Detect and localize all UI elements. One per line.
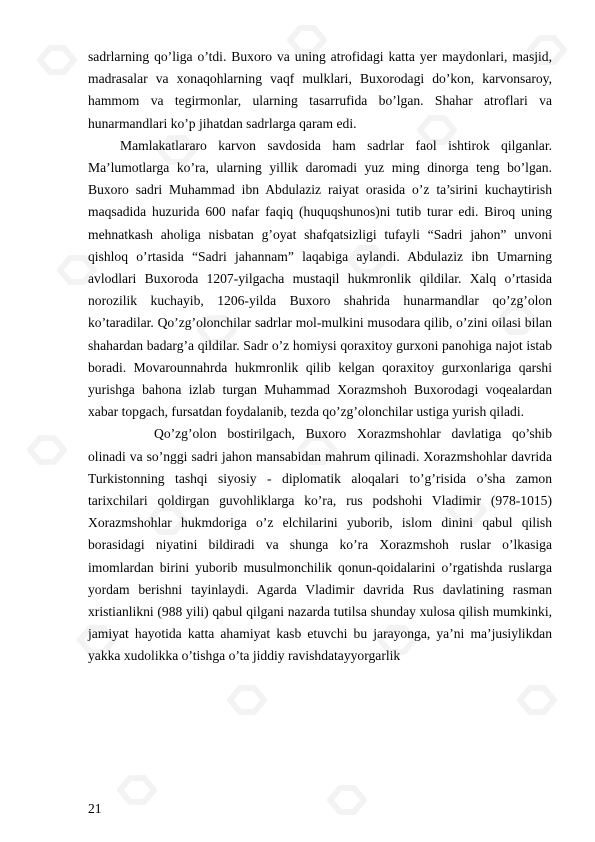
paragraph-3: Qo’zg’olon bostirilgach, Buxoro Xorazmshohlar davlatiga qo’shib olinadi va so’nggi sadri jahon mansabidan mahrum qilinadi. Xorazmshohlar davrida Turkistonning tashqi siyosiy - diplomatik aloqalari to’g’risida o’sha zamon tarixchilari qoldirgan guvohliklarga ko’ra, rus podshohi Vladimir (978-1015) Xorazmshohlar hukmdoriga o’z elchilarini yuborib, islom dinini qabul qilish borasidagi niyatini bildiradi va shunga ko’ra Xorazmshoh ruslar o’lkasiga imomlardan birini yuborib musulmonchilik qonun-qoidalarini o’rgatishda ruslarga yordam berishni tayinlaydi. Agarda Vladimir davrida Rus davlatining rasman xristianlikni (988 yili) qabul qilgani nazarda tutilsa shunday xulosa qilish mumkinki, jamiyat hayotida katta ahamiyat kasb etuvchi bu jarayonga, ya’ni ma’jusiylikdan yakka xudolikka o’tishga o’ta jiddiy ravishdatayyorgarlik (88, 426, 552, 664)
body-text (88, 46, 552, 668)
page-number: 21 (88, 801, 102, 816)
paragraph-2: Mamlakatlararo karvon savdosida ham sadrlar faol ishtirok qilganlar. Ma’lumotlarga ko’ra, ularning yillik daromadi yuz ming dinorga teng bo’lgan. Buxoro sadri Muhammad ibn Abdulaziz raiyat orasida o’z ta’sirini kuchaytirish maqsadida huzurida 600 nafar faqiq (huquqshunos)ni tutib turar edi. Biroq uning mehnatkash aholiga nisbatan g’oyat shafqatsizligi tufayli “Sadri jahon” unvoni qishloq o’rtasida “Sadri jahannam” laqabiga aylandi. Abdulaziz ibn Umarning avlodlari Buxoroda 1207-yilgacha mustaqil hukmronlik qildilar. Xalq o’rtasida norozilik kuchayib, 1206-yilda Buxoro shahrida hunarmandlar qo’zg’olon ko’taradilar. Qo’zg’olonchilar sadrlar mol-mulkini musodara qilib, o’zini oilasi bilan shahardan badarg’a qildilar. Sadr o’z homiysi qoraxitoy gurxoni panohiga najot istab boradi. Movarounnahrda hukmronlik qilib kelgan qoraxitoy gurxonlariga qarshi yurishga bahona izlab turgan Muhammad Xorazmshoh Buxorodagi voqealardan xabar topgach, fursatdan foydalanib, tezda qo’zg’olonchilar ustiga yurish qiladi. (88, 137, 552, 420)
paragraph-1: sadrlarning qo’liga o’tdi. Buxoro va uning atrofidagi katta yer maydonlari, masjid, madrasalar va xonaqohlarning vaqf mulklari, Buxorodagi do’kon, karvonsaroy, hammom va tegirmonlar, ularning tasarrufida bo’lgan. Shahar atroflari va hunarmandlari ko’p jihatdan sadrlarga qaram edi. (88, 49, 552, 131)
